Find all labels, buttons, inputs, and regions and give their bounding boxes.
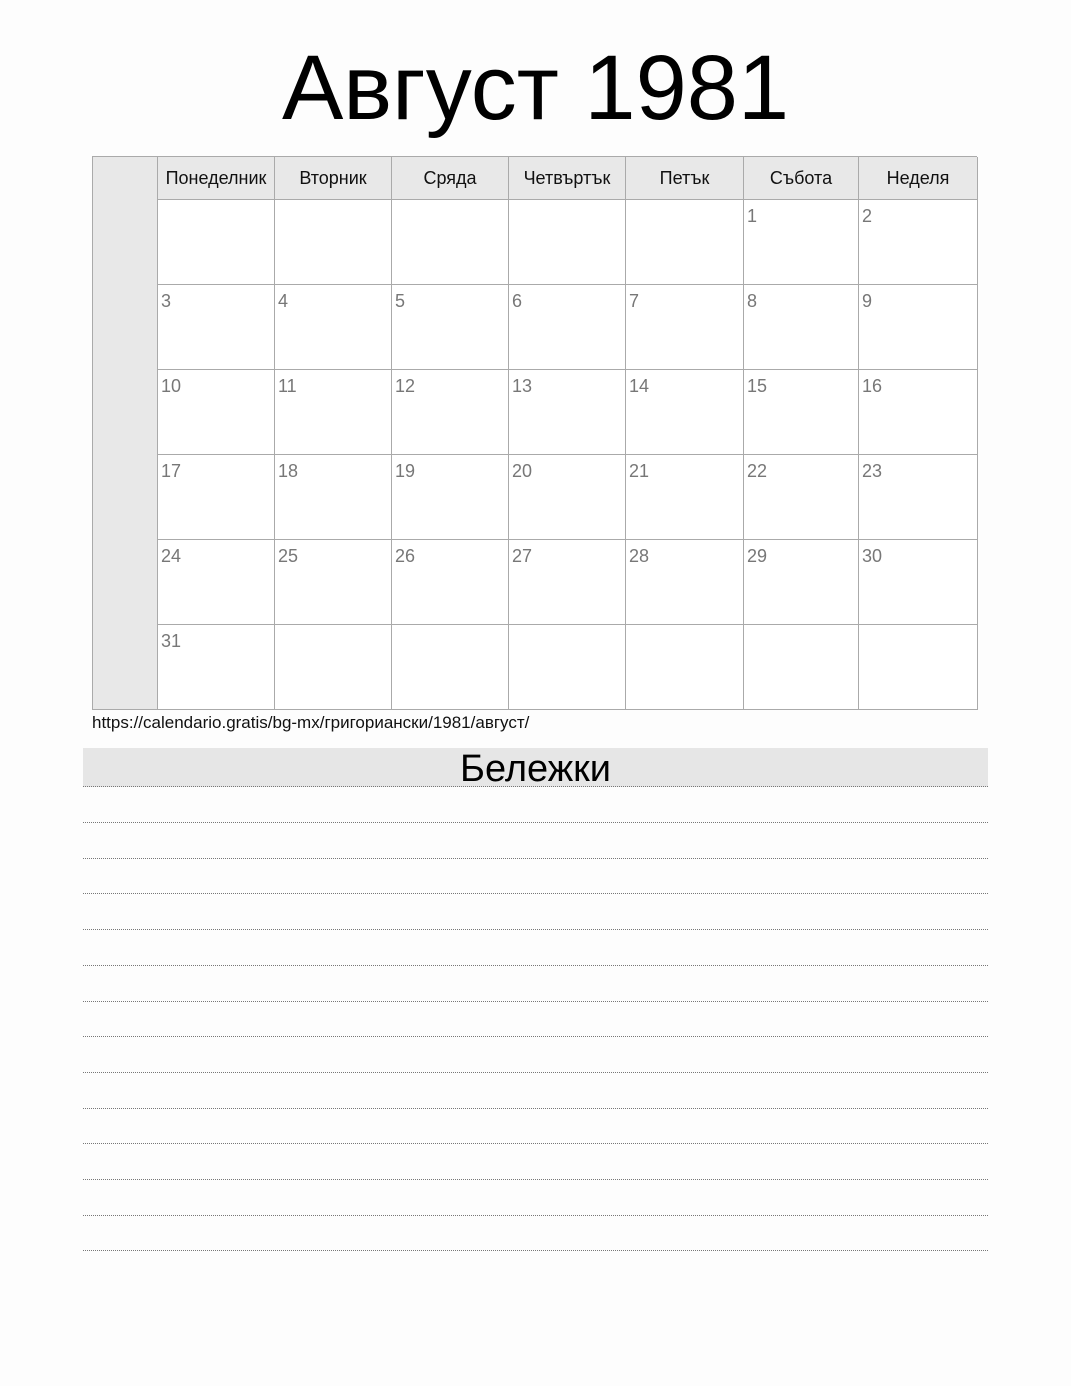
day-cell[interactable]: [626, 625, 744, 710]
note-line[interactable]: [83, 929, 988, 930]
day-cell[interactable]: [626, 540, 744, 625]
weekday-header: Неделя: [859, 157, 978, 200]
day-number: 2: [862, 206, 873, 226]
day-number: 22: [747, 461, 768, 481]
day-number: 8: [747, 291, 758, 311]
day-number: 14: [629, 376, 650, 396]
day-cell[interactable]: [744, 285, 859, 370]
weekday-header: Вторник: [275, 157, 392, 200]
day-cell[interactable]: [626, 200, 744, 285]
day-cell[interactable]: [626, 455, 744, 540]
day-number: 29: [747, 546, 768, 566]
day-cell[interactable]: [158, 370, 275, 455]
note-line[interactable]: [83, 1108, 988, 1109]
day-cell[interactable]: [859, 370, 978, 455]
day-cell[interactable]: [744, 200, 859, 285]
day-number: 15: [747, 376, 768, 396]
day-cell[interactable]: [744, 625, 859, 710]
day-number: 31: [161, 631, 182, 651]
day-number: 25: [278, 546, 299, 566]
day-cell[interactable]: [392, 200, 509, 285]
day-cell[interactable]: [509, 370, 626, 455]
day-number: 1: [747, 206, 758, 226]
day-cell[interactable]: [158, 455, 275, 540]
day-number: 24: [161, 546, 182, 566]
day-cell[interactable]: [626, 370, 744, 455]
note-line[interactable]: [83, 893, 988, 894]
note-line[interactable]: [83, 965, 988, 966]
day-cell[interactable]: [275, 625, 392, 710]
day-number: 3: [161, 291, 172, 311]
day-number: 11: [278, 376, 297, 396]
day-cell[interactable]: [275, 370, 392, 455]
day-number: 7: [629, 291, 640, 311]
day-number: 23: [862, 461, 883, 481]
day-cell[interactable]: [392, 370, 509, 455]
day-cell[interactable]: [275, 540, 392, 625]
day-number: 21: [629, 461, 650, 481]
day-cell[interactable]: [744, 370, 859, 455]
day-cell[interactable]: [275, 285, 392, 370]
day-cell[interactable]: [275, 455, 392, 540]
day-cell[interactable]: [744, 455, 859, 540]
note-line[interactable]: [83, 1036, 988, 1037]
page-title: Август 1981: [281, 37, 790, 139]
day-number: 10: [161, 376, 182, 396]
note-line[interactable]: [83, 1250, 988, 1251]
day-cell[interactable]: [275, 200, 392, 285]
day-cell[interactable]: [392, 285, 509, 370]
day-cell[interactable]: [859, 625, 978, 710]
day-number: 30: [862, 546, 883, 566]
day-cell[interactable]: [509, 455, 626, 540]
day-cell[interactable]: [158, 285, 275, 370]
day-cell[interactable]: [626, 285, 744, 370]
calendar-grid: [92, 156, 977, 710]
day-cell[interactable]: [859, 455, 978, 540]
note-line[interactable]: [83, 822, 988, 823]
day-number: 16: [862, 376, 883, 396]
day-cell[interactable]: [158, 540, 275, 625]
weekday-header: Сряда: [392, 157, 509, 200]
day-number: 17: [161, 461, 182, 481]
day-number: 13: [512, 376, 533, 396]
note-line[interactable]: [83, 1143, 988, 1144]
day-number: 9: [862, 291, 873, 311]
week-number-column: [93, 157, 158, 710]
weekday-header: Четвъртък: [509, 157, 626, 200]
day-number: 4: [278, 291, 289, 311]
notes-title: Бележки: [83, 748, 988, 787]
day-number: 18: [278, 461, 299, 481]
note-line[interactable]: [83, 858, 988, 859]
day-cell[interactable]: [744, 540, 859, 625]
note-line[interactable]: [83, 1179, 988, 1180]
day-number: 27: [512, 546, 533, 566]
day-cell[interactable]: [509, 285, 626, 370]
day-cell[interactable]: [859, 540, 978, 625]
day-number: 5: [395, 291, 406, 311]
weekday-header: Събота: [744, 157, 859, 200]
day-number: 28: [629, 546, 650, 566]
day-number: 19: [395, 461, 416, 481]
day-cell[interactable]: [392, 540, 509, 625]
day-number: 12: [395, 376, 416, 396]
day-cell[interactable]: [158, 200, 275, 285]
day-cell[interactable]: [392, 625, 509, 710]
day-number: 26: [395, 546, 416, 566]
day-cell[interactable]: [509, 540, 626, 625]
note-line[interactable]: [83, 1072, 988, 1073]
day-cell[interactable]: [509, 625, 626, 710]
day-cell[interactable]: [859, 285, 978, 370]
note-line[interactable]: [83, 1001, 988, 1002]
weekday-header: Понеделник: [158, 157, 275, 200]
day-cell[interactable]: [392, 455, 509, 540]
day-number: 20: [512, 461, 533, 481]
day-number: 6: [512, 291, 523, 311]
weekday-header: Петък: [626, 157, 744, 200]
day-cell[interactable]: [158, 625, 275, 710]
day-cell[interactable]: [859, 200, 978, 285]
source-url[interactable]: https://calendario.gratis/bg-mx/григориански/1981/август/: [92, 713, 530, 732]
day-cell[interactable]: [509, 200, 626, 285]
note-line[interactable]: [83, 1215, 988, 1216]
